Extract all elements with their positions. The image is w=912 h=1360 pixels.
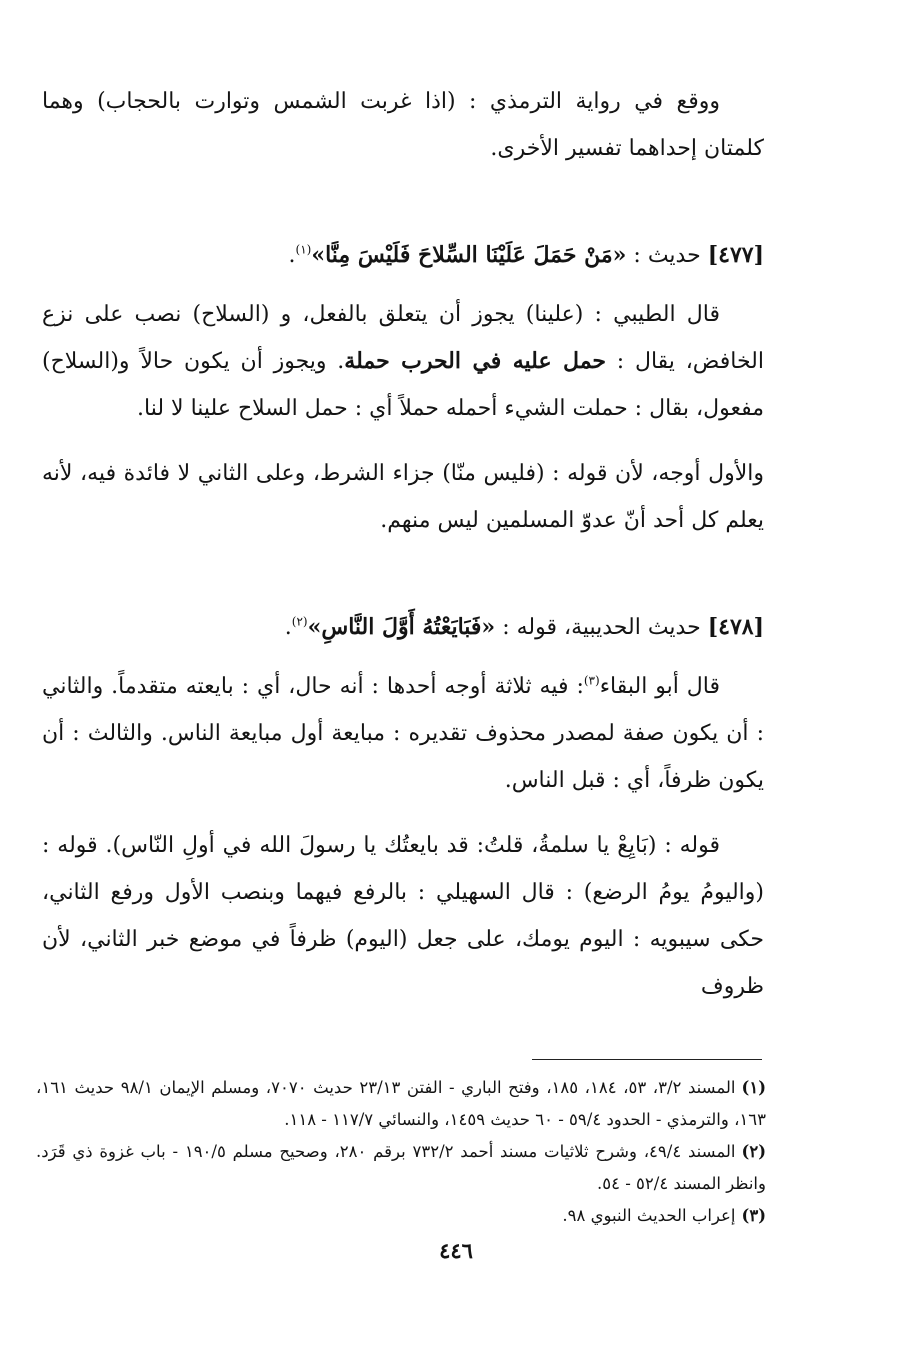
hadith-477-quote: «مَنْ حَمَلَ عَلَيْنَا السِّلاحَ فَلَيْسَ مِنَّا» bbox=[311, 242, 627, 268]
hadith-478-heading bbox=[42, 604, 764, 651]
footnote-2 bbox=[36, 1136, 766, 1200]
footnote-2-number: (٢) bbox=[741, 1142, 766, 1161]
page-body bbox=[42, 78, 764, 1010]
tibi-text-end: . ويجوز أن يكون حالاً و(السلاح) مفعول، بقال : حملت الشيء أحمله حملاً أي : حمل السلاح علينا لا لنا. bbox=[42, 349, 764, 421]
paragraph-first-view: والأول أوجه، لأن قوله : (فليس منّا) جزاء الشرط، وعلى الثاني لا فائدة فيه، لأنه يعلم كل أحد أنّ عدوّ المسلمين ليس منهم. bbox=[42, 461, 764, 533]
hadith-478-prefix: حديث الحديبية، قوله : bbox=[502, 615, 701, 640]
paragraph-suhayli: قوله : (بَايِعْ يا سلمةُ، قلتُ: قد بايعتُك يا رسولَ الله في أولِ النّاس). قوله : (واليومُ يومُ الرضع) : قال السهيلي : بالرفع فيهما وبنصب الأول ورفع الثاني، حكى سيبويه : اليوم يومك، على جعل (اليوم) ظرفاً في موضع خبر الثاني، لأن ظروف bbox=[42, 833, 764, 999]
page-number: ٤٤٦ bbox=[439, 1238, 473, 1263]
footnote-ref-2: (٢) bbox=[291, 614, 308, 629]
abu-al-baqa-text: : فيه ثلاثة أوجه أحدها : أنه حال، أي : بايعته متقدماً. والثاني : أن يكون صفة لمصدر محذوف تقديره : مبايعة أول مبايعة الناس. والثالث : أن يكون ظرفاً، أي : قبل الناس. bbox=[42, 674, 764, 793]
hadith-477-heading bbox=[42, 232, 764, 279]
tibi-text-start: قال الطيبي : (علينا) يجوز أن يتعلق بالفعل، و (السلاح) نصب على نزع الخافض، يقال : bbox=[42, 302, 764, 374]
footnote-1-number: (١) bbox=[741, 1078, 766, 1097]
tibi-bold-phrase: حمل عليه في الحرب حملة bbox=[344, 348, 607, 374]
hadith-478-number: [٤٧٨] bbox=[707, 614, 764, 640]
footnote-3 bbox=[36, 1200, 766, 1232]
paragraph-tirmidhi-note: ووقع في رواية الترمذي : (اذا غربت الشمس وتوارت بالحجاب) وهما كلمتان إحداهما تفسير الأخرى. bbox=[42, 89, 764, 161]
paragraph-abu-al-baqa bbox=[42, 663, 764, 804]
footnote-ref-3: (٣) bbox=[583, 673, 600, 688]
footnote-3-number: (٣) bbox=[741, 1206, 766, 1225]
abu-al-baqa-name: قال أبو البقاء bbox=[599, 674, 720, 699]
footnotes bbox=[36, 1072, 766, 1232]
paragraph-tibi bbox=[42, 291, 764, 432]
footnote-1-text: المسند ٣/٢، ٥٣، ١٨٤، ١٨٥، وفتح الباري - الفتن ٢٣/١٣ حديث ٧٠٧٠، ومسلم الإيمان ٩٨/١ حديث ١٦١، ١٦٣، والترمذي - الحدود ٥٩/٤ - ٦٠ حديث ١٤٥٩، والنسائي ١١٧/٧ - ١١٨. bbox=[36, 1078, 766, 1129]
footnote-3-text: إعراب الحديث النبوي ٩٨. bbox=[562, 1206, 736, 1225]
footnote-1 bbox=[36, 1072, 766, 1136]
footnote-separator bbox=[532, 1059, 762, 1060]
hadith-478-end: . bbox=[284, 615, 292, 640]
hadith-477-number: [٤٧٧] bbox=[707, 242, 764, 268]
footnote-ref-1: (١) bbox=[295, 242, 312, 257]
hadith-478-quote: «فَبَايَعْتُهُ أَوَّلَ النَّاسِ» bbox=[307, 614, 496, 640]
footnote-2-text: المسند ٤٩/٤، وشرح ثلاثيات مسند أحمد ٧٣٢/٢ برقم ٢٨٠، وصحيح مسلم ١٩٠/٥ - باب غزوة ذي قَرَد. وانظر المسند ٥٢/٤ - ٥٤. bbox=[36, 1142, 766, 1193]
hadith-477-end: . bbox=[288, 243, 296, 268]
hadith-477-prefix: حديث : bbox=[633, 243, 701, 268]
